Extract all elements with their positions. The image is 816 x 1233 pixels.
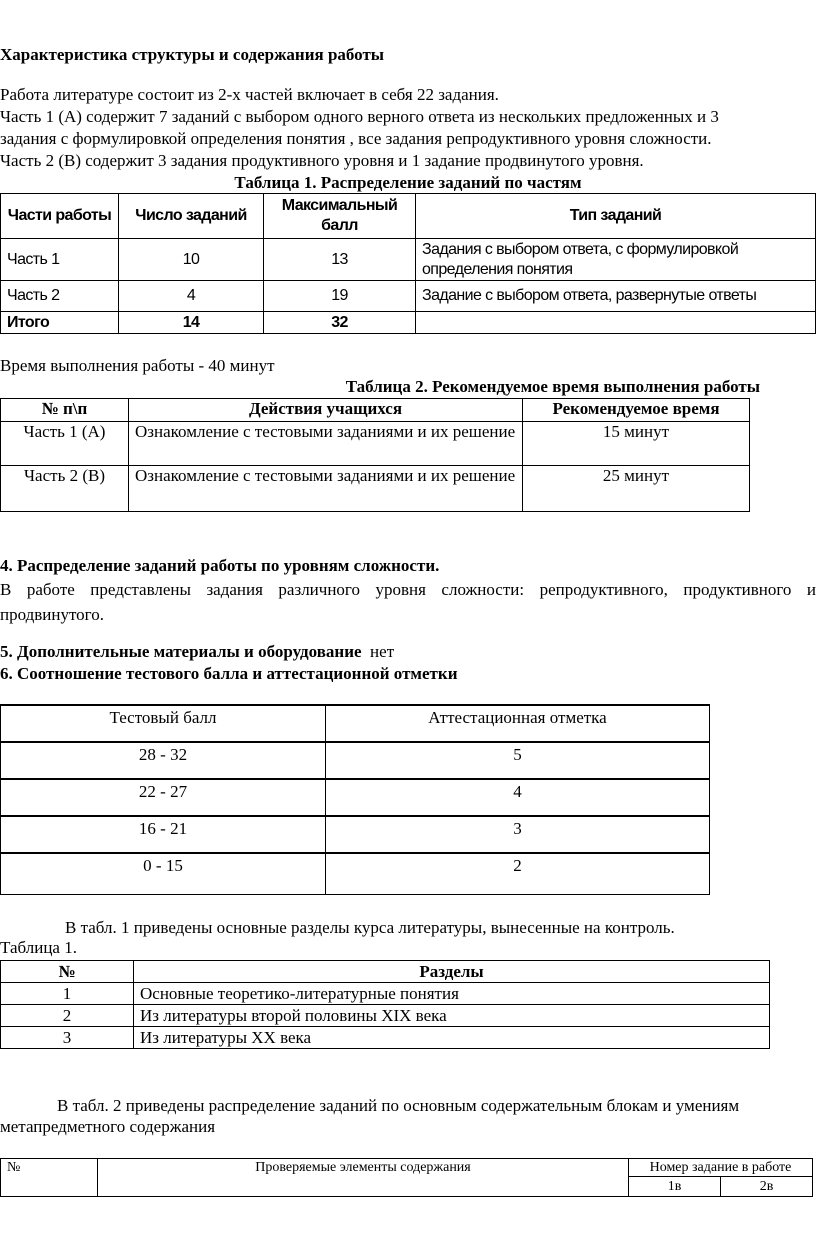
cell: Ознакомление с тестовыми заданиями и их решение xyxy=(129,466,523,512)
table-header-row xyxy=(1,399,750,422)
cell: Часть 2 (В) xyxy=(1,466,129,512)
table-total-row xyxy=(1,312,816,334)
intro-line: Часть 2 (В) содержит 3 задания продуктивного уровня и 1 задание продвинутого уровня. xyxy=(0,151,644,170)
cell: 2 xyxy=(326,853,710,894)
cell: 3 xyxy=(326,816,710,853)
cell: 4 xyxy=(326,779,710,816)
cell: 14 xyxy=(119,312,264,334)
table-time xyxy=(0,398,750,512)
cell: Задание с выбором ответа, развернутые ответы xyxy=(416,281,816,312)
cell: 13 xyxy=(264,239,416,281)
cell: 28 - 32 xyxy=(1,742,326,779)
cell: Задания с выбором ответа, с формулировкой определения понятия xyxy=(416,239,816,281)
table-header-row xyxy=(1,961,770,983)
cell: 1 xyxy=(1,983,134,1005)
table-row xyxy=(1,853,710,894)
cell: 19 xyxy=(264,281,416,312)
section4-heading: 4. Распределение заданий работы по уровням сложности. xyxy=(0,556,440,575)
table-row xyxy=(1,239,816,281)
header-cell: 2в xyxy=(721,1177,813,1197)
cell xyxy=(416,312,816,334)
cell: 2 xyxy=(1,1005,134,1027)
header-cell: 1в xyxy=(629,1177,721,1197)
cell: 5 xyxy=(326,742,710,779)
cell: 25 минут xyxy=(523,466,750,512)
cell: 32 xyxy=(264,312,416,334)
cell: 22 - 27 xyxy=(1,779,326,816)
header-cell: Проверяемые элементы содержания xyxy=(98,1159,629,1197)
paragraph-table2-intro-line2: метапредметного содержания xyxy=(0,1117,216,1136)
section5-heading: 5. Дополнительные материалы и оборудование xyxy=(0,642,362,661)
cell: Часть 2 xyxy=(1,281,119,312)
paragraph-table1-intro: В табл. 1 приведены основные разделы курса литературы, вынесенные на контроль. xyxy=(65,918,675,937)
document-title: Характеристика структуры и содержания работы xyxy=(0,45,385,64)
table-row xyxy=(1,779,710,816)
cell: Ознакомление с тестовыми заданиями и их решение xyxy=(129,422,523,466)
table-row xyxy=(1,742,710,779)
cell: Основные теоретико-литературные понятия xyxy=(134,983,770,1005)
table-content-elements xyxy=(0,1158,813,1197)
table-row xyxy=(1,422,750,466)
header-cell: Разделы xyxy=(134,961,770,983)
intro-paragraph xyxy=(0,84,719,172)
table-header-row xyxy=(1,194,816,239)
table4-label: Таблица 1. xyxy=(0,938,77,957)
table-header-row xyxy=(1,705,710,742)
table-row xyxy=(1,816,710,853)
table-row xyxy=(1,983,770,1005)
intro-line: Работа литературе состоит из 2-х частей включает в себя 22 задания. xyxy=(0,85,499,104)
table-sections xyxy=(0,960,770,1049)
intro-line: Часть 1 (А) содержит 7 заданий с выбором одного верного ответа из нескольких предложенных и 3 xyxy=(0,107,719,126)
table-row xyxy=(1,281,816,312)
cell: 3 xyxy=(1,1027,134,1049)
table-row xyxy=(1,1005,770,1027)
cell: 4 xyxy=(119,281,264,312)
cell: 16 - 21 xyxy=(1,816,326,853)
intro-line: задания с формулировкой определения понятия , все задания репродуктивного уровня сложности. xyxy=(0,129,712,148)
header-cell: Аттестационная отметка xyxy=(326,705,710,742)
cell: Часть 1 xyxy=(1,239,119,281)
table2-caption: Таблица 2. Рекомендуемое время выполнения работы xyxy=(345,377,760,396)
table-row xyxy=(1,1027,770,1049)
cell: Из литературы второй половины XIX века xyxy=(134,1005,770,1027)
section4-text: В работе представлены задания различного уровня сложности: репродуктивного, продуктивного и продвинутого. xyxy=(0,580,816,624)
header-cell: Части работы xyxy=(1,194,119,239)
table1-caption: Таблица 1. Распределение заданий по частям xyxy=(234,173,582,192)
cell: Итого xyxy=(1,312,119,334)
table-row xyxy=(1,466,750,512)
paragraph-table2-intro-line1: В табл. 2 приведены распределение заданий по основным содержательным блокам и умениям xyxy=(57,1096,740,1115)
header-cell: Тестовый балл xyxy=(1,705,326,742)
header-cell: Тип заданий xyxy=(416,194,816,239)
table-header-row xyxy=(1,1159,813,1177)
header-cell: № п\п xyxy=(1,399,129,422)
section6-heading: 6. Соотношение тестового балла и аттестационной отметки xyxy=(0,664,458,683)
cell: 15 минут xyxy=(523,422,750,466)
section5 xyxy=(0,641,394,663)
header-cell: № xyxy=(1,961,134,983)
cell: Из литературы XX века xyxy=(134,1027,770,1049)
header-cell: № xyxy=(1,1159,98,1197)
header-cell: Номер задание в работе xyxy=(629,1159,813,1177)
table-parts xyxy=(0,193,816,334)
section5-value: нет xyxy=(370,642,395,661)
cell: Часть 1 (А) xyxy=(1,422,129,466)
header-cell: Рекомендуемое время xyxy=(523,399,750,422)
cell: 0 - 15 xyxy=(1,853,326,894)
header-cell: Действия учащихся xyxy=(129,399,523,422)
table-grades xyxy=(0,704,710,895)
time-text: Время выполнения работы - 40 минут xyxy=(0,356,275,375)
header-cell: Максимальный балл xyxy=(264,194,416,239)
cell: 10 xyxy=(119,239,264,281)
header-cell: Число заданий xyxy=(119,194,264,239)
